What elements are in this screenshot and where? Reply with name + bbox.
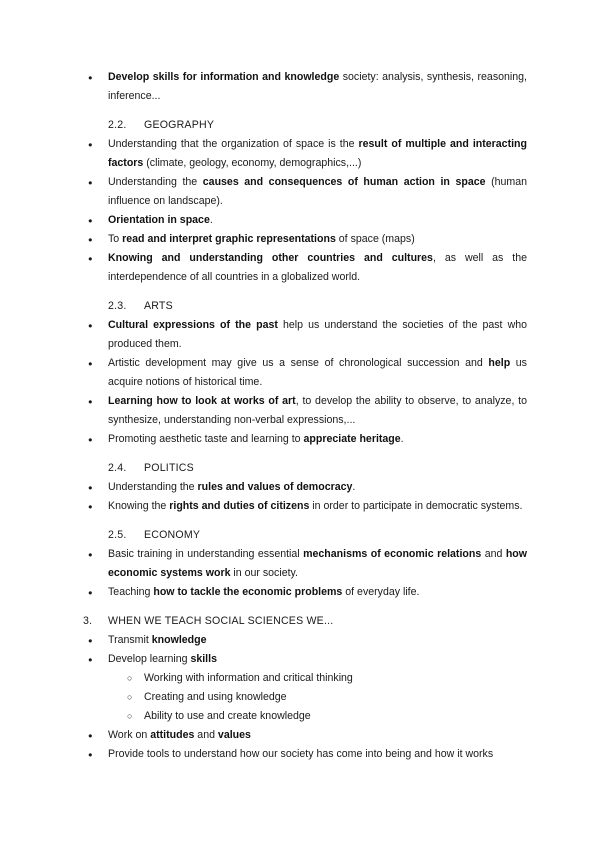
emphasized-text: Learning how to look at works of art bbox=[108, 395, 296, 407]
emphasized-text: help bbox=[488, 357, 511, 369]
section-title: GEOGRAPHY bbox=[144, 119, 215, 131]
list-text: , to develop the ability to observe, to analyze, to synthesize, understanding non-verbal expressions,... bbox=[108, 395, 527, 426]
list-text: Basic training in understanding essential bbox=[108, 548, 304, 560]
emphasized-text: skills bbox=[190, 653, 217, 665]
main-section-heading bbox=[0, 612, 600, 631]
sub-list-item bbox=[0, 688, 600, 707]
list-text: in order to participate in democratic systems. bbox=[309, 500, 523, 512]
list-item bbox=[0, 583, 600, 602]
list-text: and bbox=[481, 548, 506, 560]
section-heading bbox=[0, 116, 600, 135]
section-number: 2.4. bbox=[108, 462, 127, 474]
list-text: . bbox=[400, 433, 404, 445]
emphasized-text: values bbox=[217, 729, 251, 741]
list-item bbox=[0, 249, 600, 287]
emphasized-text: result of multiple and interacting factors bbox=[108, 138, 527, 169]
list-item bbox=[0, 478, 600, 497]
list-item bbox=[0, 497, 600, 516]
list-text: of space (maps) bbox=[335, 233, 415, 245]
list-text: in our society. bbox=[230, 567, 298, 579]
emphasized-text: Knowing and understanding other countries and cultures bbox=[108, 252, 433, 264]
list-text: , as well as the interdependence of all countries in a globalized world. bbox=[108, 252, 527, 283]
section-number: 2.2. bbox=[108, 119, 127, 131]
emphasized-text: causes and consequences of human action in space bbox=[202, 176, 486, 188]
list-item bbox=[0, 430, 600, 449]
section-heading bbox=[0, 459, 600, 478]
emphasized-text: read and interpret graphic representations bbox=[122, 233, 336, 245]
list-item bbox=[0, 354, 600, 392]
list-item bbox=[0, 650, 600, 669]
section-heading bbox=[0, 297, 600, 316]
list-text: . bbox=[209, 214, 213, 226]
emphasized-text: rights and duties of citizens bbox=[169, 500, 310, 512]
list-text: To bbox=[108, 233, 123, 245]
list-text: Knowing the bbox=[108, 500, 170, 512]
list-text: (human influence on landscape). bbox=[108, 176, 527, 207]
section-title: ARTS bbox=[144, 300, 173, 312]
list-text: (climate, geology, economy, demographics,...) bbox=[143, 157, 362, 169]
list-item bbox=[0, 745, 600, 764]
section-number: 2.3. bbox=[108, 300, 127, 312]
list-text: of everyday life. bbox=[342, 586, 420, 598]
list-text: Understanding that the organization of space is the bbox=[108, 138, 359, 150]
list-item bbox=[0, 316, 600, 354]
list-text: Understanding the bbox=[108, 176, 203, 188]
list-text: us acquire notions of historical time. bbox=[108, 357, 527, 388]
list-item bbox=[0, 230, 600, 249]
list-item bbox=[0, 631, 600, 650]
sub-list-item bbox=[0, 669, 600, 688]
list-text: Work on bbox=[108, 729, 151, 741]
list-text: and bbox=[194, 729, 218, 741]
document-body bbox=[0, 68, 600, 764]
list-text: Working with information and critical thinking bbox=[144, 672, 353, 684]
list-item bbox=[0, 68, 600, 106]
emphasized-text: attitudes bbox=[150, 729, 195, 741]
list-text: Teaching bbox=[108, 586, 154, 598]
section-title: POLITICS bbox=[144, 462, 194, 474]
section-heading bbox=[0, 526, 600, 545]
section-title: ECONOMY bbox=[144, 529, 201, 541]
list-item bbox=[0, 726, 600, 745]
list-item bbox=[0, 173, 600, 211]
emphasized-text: Orientation in space bbox=[108, 214, 210, 226]
list-text: Ability to use and create knowledge bbox=[144, 710, 311, 722]
emphasized-text: Develop skills for information and knowledge bbox=[108, 71, 340, 83]
list-text: Artistic development may give us a sense of chronological succession and bbox=[108, 357, 489, 369]
emphasized-text: Cultural expressions of the past bbox=[108, 319, 278, 331]
sub-list-item bbox=[0, 707, 600, 726]
list-text: Develop learning bbox=[108, 653, 191, 665]
list-text: Promoting aesthetic taste and learning to bbox=[108, 433, 304, 445]
list-text: help us understand the societies of the past who produced them. bbox=[108, 319, 527, 350]
list-text: Creating and using knowledge bbox=[144, 691, 287, 703]
emphasized-text: how economic systems work bbox=[108, 548, 528, 579]
list-item bbox=[0, 545, 600, 583]
emphasized-text: rules and values of democracy bbox=[197, 481, 353, 493]
list-item bbox=[0, 135, 600, 173]
list-item bbox=[0, 211, 600, 230]
section-title: WHEN WE TEACH SOCIAL SCIENCES WE... bbox=[108, 615, 334, 627]
list-item bbox=[0, 392, 600, 430]
emphasized-text: knowledge bbox=[151, 634, 207, 646]
emphasized-text: appreciate heritage bbox=[303, 433, 401, 445]
list-text: Provide tools to understand how our society has come into being and how it works bbox=[108, 748, 494, 760]
list-text: Transmit bbox=[108, 634, 152, 646]
list-text: Understanding the bbox=[108, 481, 198, 493]
emphasized-text: mechanisms of economic relations bbox=[303, 548, 482, 560]
section-number: 3. bbox=[83, 615, 93, 627]
emphasized-text: how to tackle the economic problems bbox=[153, 586, 343, 598]
list-text: society: analysis, synthesis, reasoning, inference... bbox=[108, 71, 527, 102]
list-text: . bbox=[352, 481, 356, 493]
section-number: 2.5. bbox=[108, 529, 127, 541]
